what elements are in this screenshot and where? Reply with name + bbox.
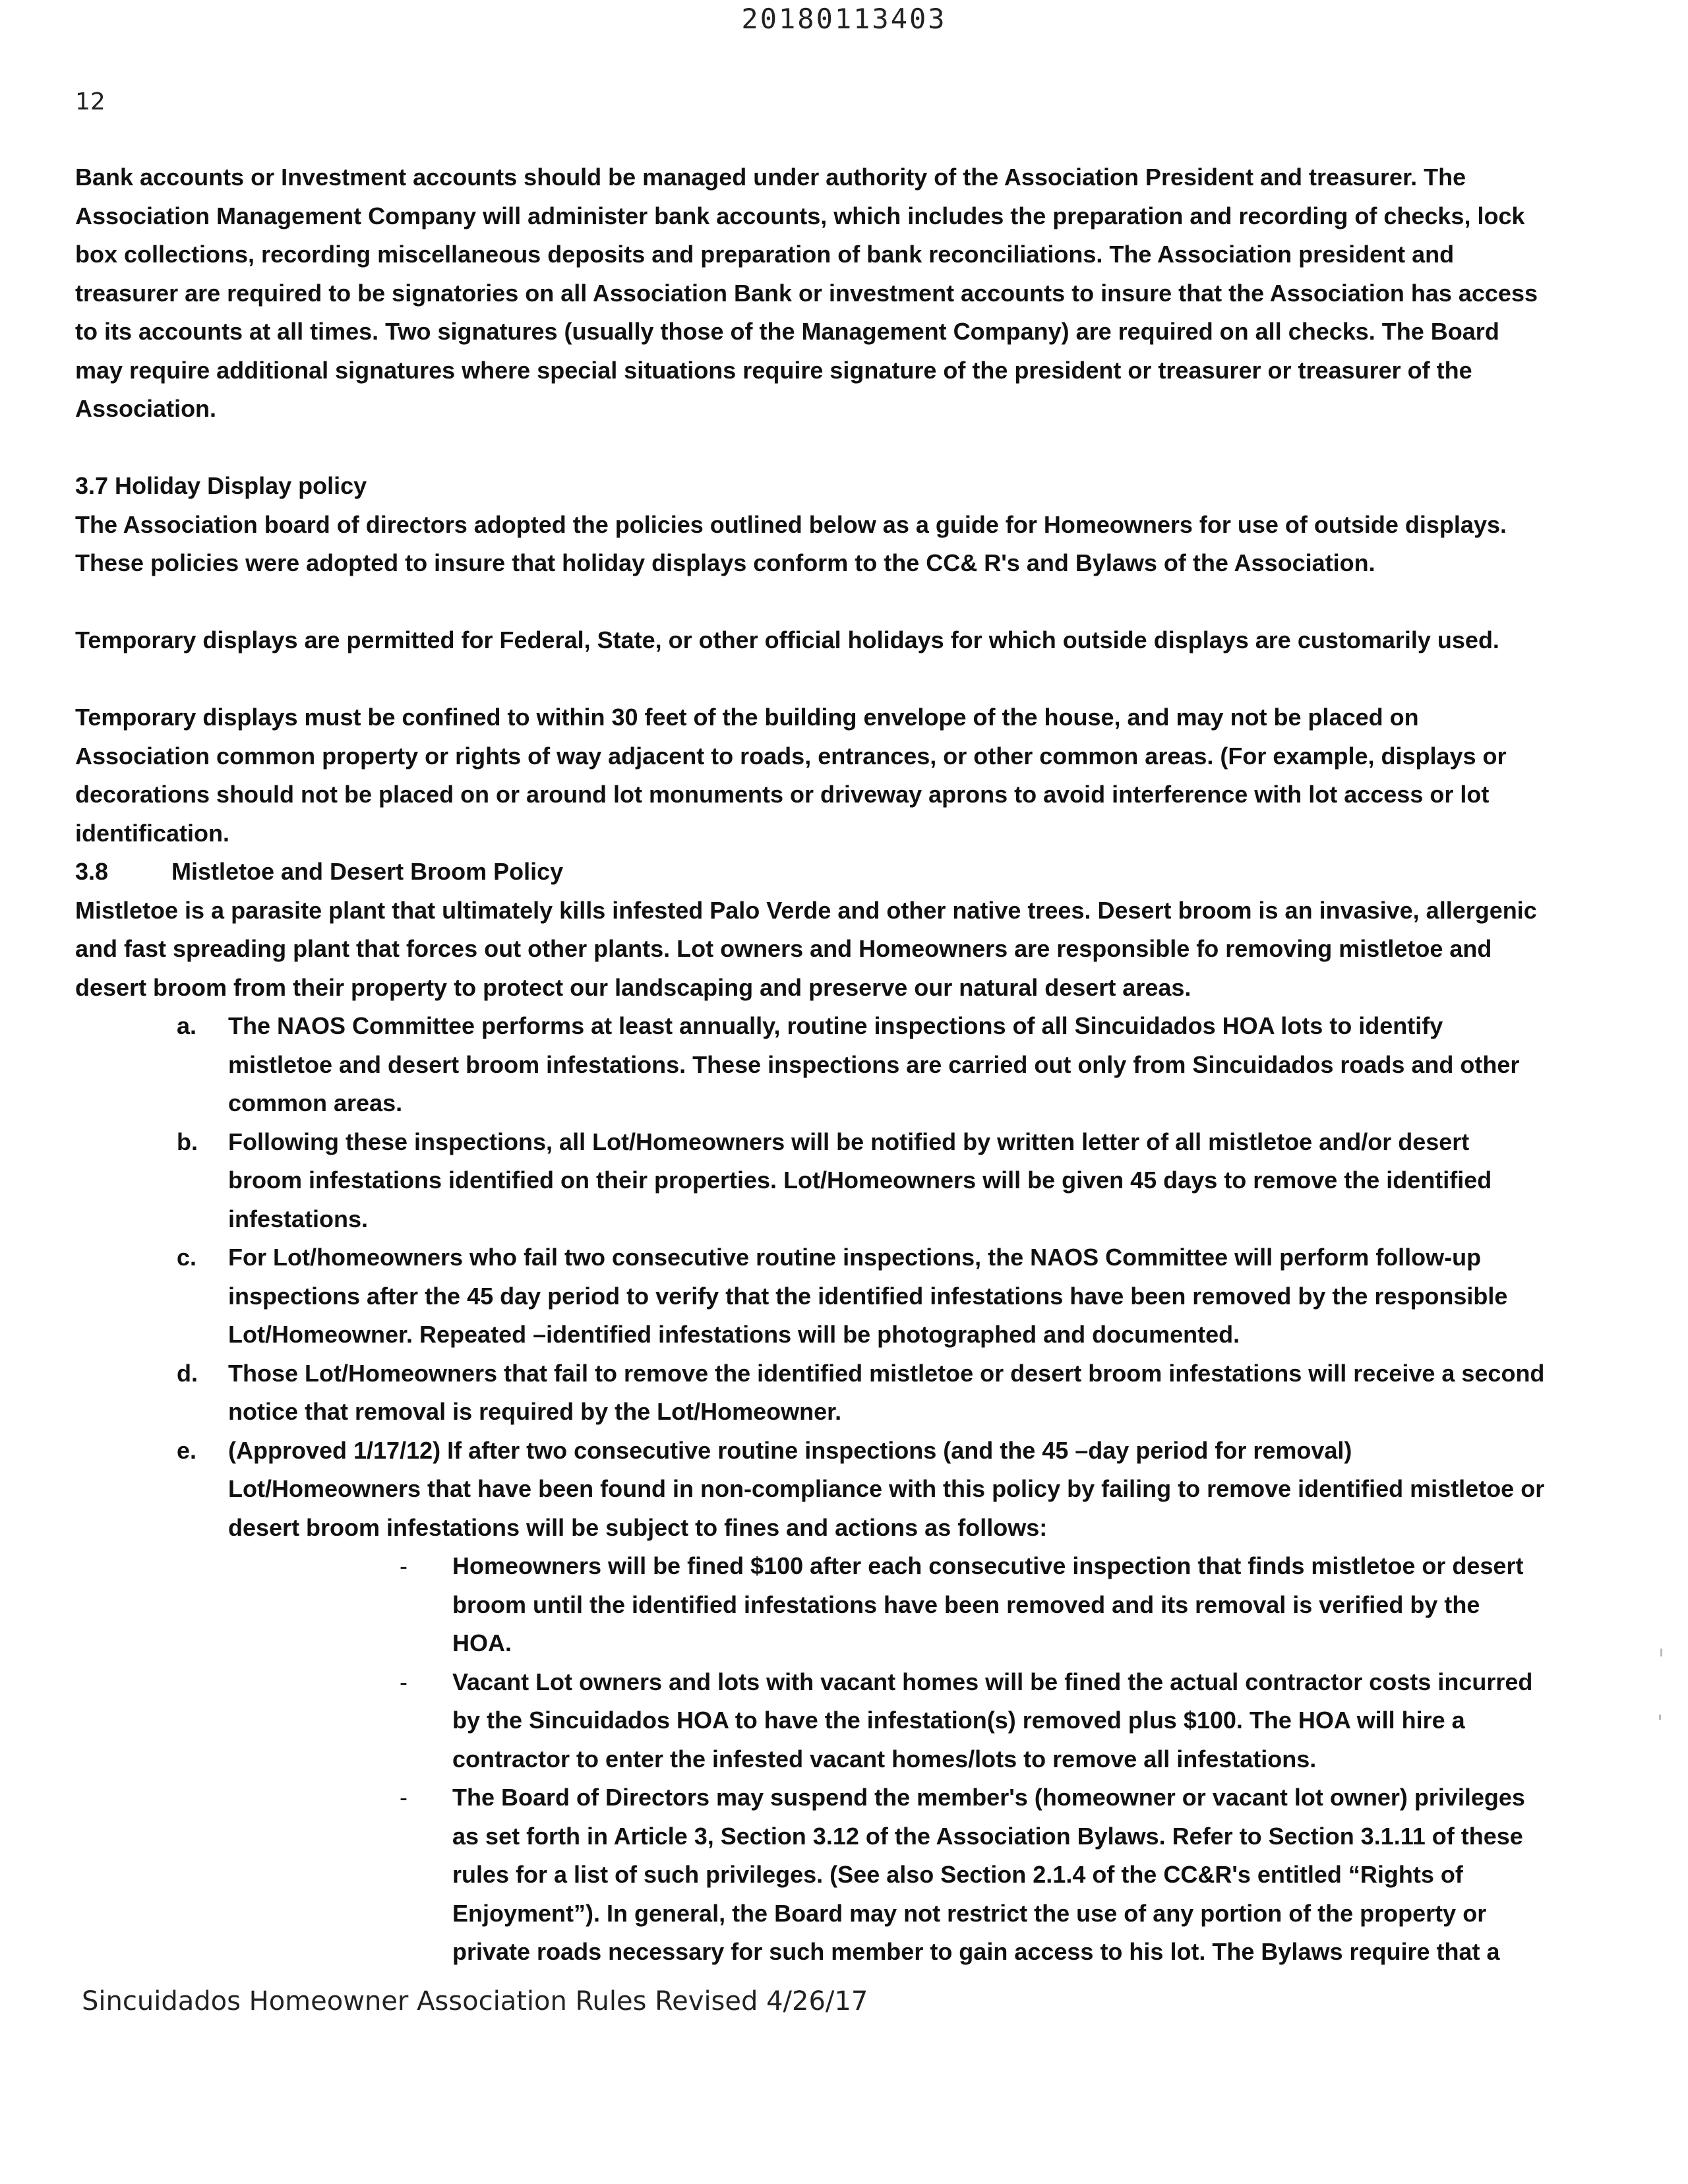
- section-3-8-number: 3.8: [75, 858, 109, 885]
- dash-marker: -: [400, 1784, 407, 1811]
- sub-list-item-text: Vacant Lot owners and lots with vacant homes will be fined the actual contractor costs incurred by the Sincuidados HOA to have the infestation(s) removed plus $100. The HOA will hire a contractor to enter the infested vacant homes/lots to remove all infestations.: [452, 1668, 1533, 1773]
- sub-list-item: [75, 1663, 1546, 1779]
- list-item-text: Following these inspections, all Lot/Homeowners will be notified by written letter of all mistletoe and/or desert broom infestations identified on their properties. Lot/Homeowners will be given 45 days to remove the identified infestations.: [228, 1128, 1492, 1232]
- scan-artifact: [1660, 1649, 1662, 1656]
- section-3-7-heading: 3.7 Holiday Display policy: [75, 472, 367, 499]
- list-item: [75, 1432, 1546, 1548]
- section-3-8-title: Mistletoe and Desert Broom Policy: [171, 858, 564, 885]
- scan-artifact: [1659, 1714, 1661, 1720]
- list-marker: e.: [177, 1436, 197, 1464]
- document-number: 20180113403: [741, 3, 947, 35]
- list-item: [75, 1238, 1546, 1354]
- section-3-8-intro: Mistletoe is a parasite plant that ultimately kills infested Palo Verde and other native trees. Desert broom is an invasive, allergenic and fast spreading plant that forces out other plants. Lot owners and Homeowners are responsible fo removing mistletoe and desert broom from their property to protect our landscaping and preserve our natural desert areas.: [75, 896, 1537, 1001]
- dash-marker: -: [400, 1552, 407, 1579]
- list-item: [75, 1354, 1546, 1432]
- sub-list-item: [75, 1778, 1546, 1972]
- list-item-text: (Approved 1/17/12) If after two consecutive routine inspections (and the 45 –day period for removal) Lot/Homeowners that have been found in non-compliance with this policy by failing to remove identified mistletoe or desert broom infestations will be subject to fines and actions as follows:: [228, 1436, 1545, 1541]
- list-item: [75, 1123, 1546, 1239]
- list-item-text: Those Lot/Homeowners that fail to remove the identified mistletoe or desert broom infestations will receive a second notice that removal is required by the Lot/Homeowner.: [228, 1359, 1545, 1425]
- page-footer: Sincuidados Homeowner Association Rules Revised 4/26/17: [82, 1986, 868, 2017]
- list-marker: d.: [177, 1359, 198, 1387]
- sub-list-item: [75, 1547, 1546, 1663]
- list-item: [75, 1007, 1546, 1123]
- list-item-text: For Lot/homeowners who fail two consecutive routine inspections, the NAOS Committee will perform follow-up inspections after the 45 day period to verify that the identified infestations have been removed by the responsible Lot/Homeowner. Repeated –identified infestations will be photographed and documented.: [228, 1244, 1508, 1348]
- section-3-7-paragraph-1: The Association board of directors adopted the policies outlined below as a guide for Homeowners for use of outside displays. These policies were adopted to insure that holiday displays conform to the CC& R's and Bylaws of the Association.: [75, 510, 1507, 576]
- page-number: 12: [75, 88, 106, 115]
- document-body: [75, 158, 1546, 1972]
- sub-list-item-text: Homeowners will be fined $100 after each consecutive inspection that finds mistletoe or desert broom until the identified infestations have been removed and its removal is verified by the HOA.: [452, 1552, 1524, 1656]
- sub-list-item-text: The Board of Directors may suspend the member's (homeowner or vacant lot owner) privileges as set forth in Article 3, Section 3.12 of the Association Bylaws. Refer to Section 3.1.11 of these rules for a list of such privileges. (See also Section 2.1.4 of the CC&R's entitled “Rights of Enjoyment”). In general, the Board may not restrict the use of any portion of the property or private roads necessary for such member to gain access to his lot. The Bylaws require that a: [452, 1784, 1525, 1965]
- list-marker: c.: [177, 1244, 197, 1271]
- policy-list: [75, 1007, 1546, 1547]
- list-item-text: The NAOS Committee performs at least annually, routine inspections of all Sincuidados HOA lots to identify mistletoe and desert broom infestations. These inspections are carried out only from Sincuidados roads and other common areas.: [228, 1012, 1520, 1116]
- list-marker: a.: [177, 1012, 197, 1039]
- section-3-7-paragraph-2: Temporary displays are permitted for Federal, State, or other official holidays for which outside displays are customarily used.: [75, 626, 1499, 653]
- fines-list: [75, 1547, 1546, 1972]
- section-3-8-heading: [75, 853, 1546, 892]
- intro-paragraph: Bank accounts or Investment accounts should be managed under authority of the Association President and treasurer. The Association Management Company will administer bank accounts, which includes the preparation and recording of checks, lock box collections, recording miscellaneous deposits and preparation of bank reconciliations. The Association president and treasurer are required to be signatories on all Association Bank or investment accounts to insure that the Association has access to its accounts at all times. Two signatures (usually those of the Management Company) are required on all checks. The Board may require additional signatures where special situations require signature of the president or treasurer or treasurer of the Association.: [75, 164, 1538, 422]
- list-marker: b.: [177, 1128, 198, 1155]
- section-3-7-paragraph-3: Temporary displays must be confined to within 30 feet of the building envelope of the house, and may not be placed on Association common property or rights of way adjacent to roads, entrances, or other common areas. (For example, displays or decorations should not be placed on or around lot monuments or driveway aprons to avoid interference with lot access or lot identification.: [75, 704, 1507, 847]
- dash-marker: -: [400, 1668, 407, 1695]
